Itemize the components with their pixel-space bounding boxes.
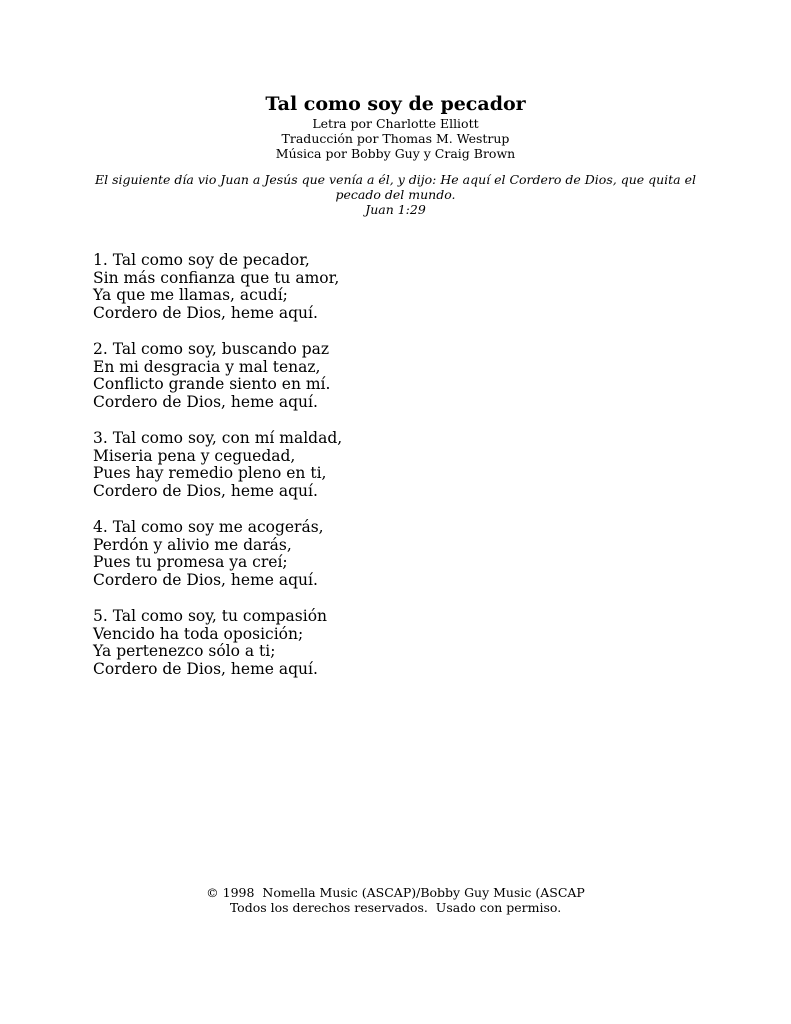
scripture-epigraph xyxy=(95,172,696,217)
verse-line: En mi desgracia y mal tenaz, xyxy=(93,357,321,376)
verse-line: 2. Tal como soy, buscando paz xyxy=(93,340,330,358)
verse-line: 4. Tal como soy me acogerás, xyxy=(93,518,324,536)
stanza-3 xyxy=(93,430,593,500)
verse-line: Vencido ha toda oposición; xyxy=(93,624,304,643)
rights-notice: Todos los derechos reservados. Usado con permiso. xyxy=(229,900,562,915)
verse-line: Conflicto grande siento en mí. xyxy=(93,375,331,393)
verse-line: Ya que me llamas, acudí; xyxy=(93,286,288,304)
translation-credit: Traducción por Thomas M. Westrup xyxy=(281,131,510,146)
stanza-1 xyxy=(93,252,593,322)
stanza-4 xyxy=(93,519,593,589)
verse-line: Cordero de Dios, heme aquí. xyxy=(93,481,318,500)
copyright-notice: © 1998 Nomella Music (ASCAP)/Bobby Guy Music (ASCAP xyxy=(206,885,585,900)
verse-line: Perdón y alivio me darás, xyxy=(93,535,292,554)
scripture-quote: El siguiente día vio Juan a Jesús que venía a él, y dijo: He aquí el Cordero de Dios, que quita el pecado del mundo. xyxy=(95,172,697,202)
verse-line: Cordero de Dios, heme aquí. xyxy=(93,570,318,589)
music-credit: Música por Bobby Guy y Craig Brown xyxy=(275,146,516,161)
song-header xyxy=(0,92,791,161)
verse-line: Sin más confianza que tu amor, xyxy=(93,268,340,287)
verse-line: Miseria pena y ceguedad, xyxy=(93,446,296,465)
verse-line: Cordero de Dios, heme aquí. xyxy=(93,659,318,678)
verse-line: Pues tu promesa ya creí; xyxy=(93,553,288,571)
stanza-2 xyxy=(93,341,593,411)
stanza-5 xyxy=(93,608,593,678)
copyright-footer xyxy=(0,885,791,915)
verse-line: Pues hay remedio pleno en ti, xyxy=(93,464,327,482)
verse-line: 5. Tal como soy, tu compasión xyxy=(93,607,328,625)
verse-line: Ya pertenezco sólo a ti; xyxy=(93,642,276,660)
verse-line: 1. Tal como soy de pecador, xyxy=(93,251,310,269)
song-verses xyxy=(93,252,593,697)
song-title: Tal como soy de pecador xyxy=(265,93,526,115)
verse-line: 3. Tal como soy, con mí maldad, xyxy=(93,429,343,447)
verse-line: Cordero de Dios, heme aquí. xyxy=(93,392,318,411)
lyrics-credit: Letra por Charlotte Elliott xyxy=(312,116,479,131)
scripture-reference: Juan 1:29 xyxy=(365,202,426,217)
verse-line: Cordero de Dios, heme aquí. xyxy=(93,303,318,322)
